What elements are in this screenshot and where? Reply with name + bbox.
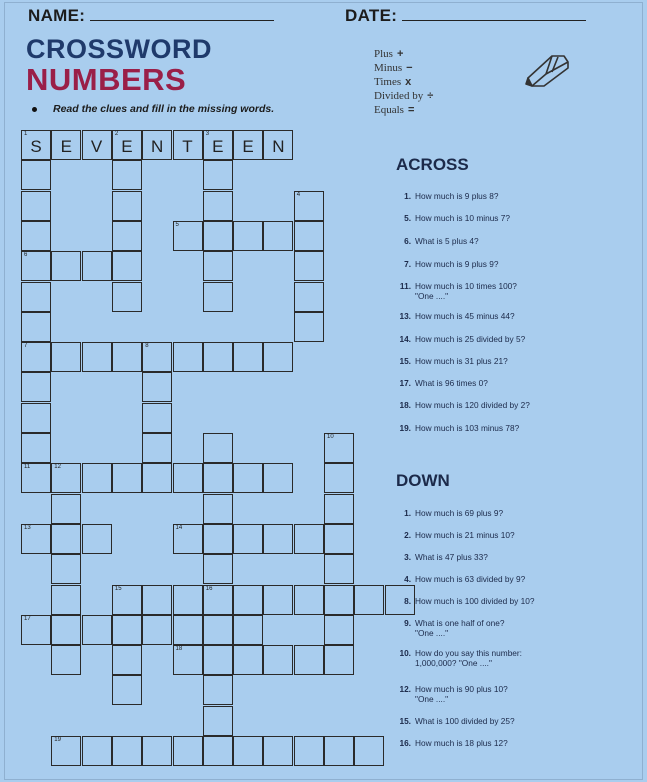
grid-cell[interactable] bbox=[21, 342, 51, 372]
clue-text: How much is 45 minus 44? bbox=[415, 311, 515, 321]
clue-number-label: 3. bbox=[404, 552, 411, 562]
grid-cell[interactable] bbox=[294, 645, 324, 675]
op-times: Times x bbox=[374, 76, 412, 88]
grid-cell[interactable] bbox=[21, 372, 51, 402]
clue-item bbox=[394, 423, 519, 433]
grid-cell[interactable] bbox=[51, 736, 81, 766]
grid-cell[interactable] bbox=[112, 282, 142, 312]
clue-number: 8 bbox=[145, 343, 149, 350]
grid-cell[interactable] bbox=[112, 342, 142, 372]
grid-cell[interactable] bbox=[294, 251, 324, 281]
grid-cell[interactable] bbox=[233, 221, 263, 251]
grid-cell[interactable] bbox=[203, 524, 233, 554]
grid-cell[interactable] bbox=[51, 342, 81, 372]
grid-cell[interactable] bbox=[263, 524, 293, 554]
clue-text: How much is 90 plus 10? bbox=[415, 684, 508, 694]
grid-cell[interactable] bbox=[294, 282, 324, 312]
date-label: DATE: bbox=[345, 6, 398, 25]
grid-cell[interactable] bbox=[112, 736, 142, 766]
clue-text: How much is 9 plus 8? bbox=[415, 191, 499, 201]
clue-text: How much is 69 plus 9? bbox=[415, 508, 504, 518]
clue-text-continued: "One ...." bbox=[415, 628, 449, 638]
clue-number-label: 9. bbox=[404, 618, 411, 628]
clue-number: 17 bbox=[24, 615, 31, 622]
clue-text: How much is 9 plus 9? bbox=[415, 259, 499, 269]
grid-cell[interactable] bbox=[51, 645, 81, 675]
grid-cell[interactable] bbox=[324, 554, 354, 584]
clue-item bbox=[394, 400, 530, 410]
clue-number-label: 6. bbox=[404, 236, 411, 246]
clue-number: 2 bbox=[114, 131, 119, 137]
grid-cell[interactable] bbox=[21, 282, 51, 312]
clue-text: How much is 25 divided by 5? bbox=[415, 334, 526, 344]
grid-cell[interactable] bbox=[203, 615, 233, 645]
clue-item bbox=[394, 236, 479, 246]
grid-cell[interactable] bbox=[263, 130, 293, 160]
clue-item bbox=[394, 530, 515, 540]
clue-text: What is 47 plus 33? bbox=[415, 552, 488, 562]
filled-letter: N bbox=[272, 137, 285, 156]
clue-text: What is one half of one? bbox=[415, 618, 505, 628]
grid-cell[interactable] bbox=[112, 160, 142, 190]
grid-cell[interactable] bbox=[112, 251, 142, 281]
clue-text-continued: "One ...." bbox=[415, 291, 449, 301]
clue-item bbox=[394, 648, 522, 668]
down-heading: DOWN bbox=[396, 471, 450, 490]
grid-cell[interactable] bbox=[21, 130, 51, 160]
grid-cell[interactable] bbox=[21, 221, 51, 251]
grid-cell[interactable] bbox=[324, 585, 354, 615]
clue-text: How much is 63 divided by 9? bbox=[415, 574, 526, 584]
clue-number: 13 bbox=[24, 524, 31, 531]
grid-cell[interactable] bbox=[173, 342, 203, 372]
clue-item bbox=[394, 738, 508, 748]
grid-cell[interactable] bbox=[51, 585, 81, 615]
grid-cell[interactable] bbox=[263, 585, 293, 615]
grid-cell[interactable] bbox=[21, 191, 51, 221]
grid-cell[interactable] bbox=[324, 433, 354, 463]
grid-cell[interactable] bbox=[233, 645, 263, 675]
filled-letter: E bbox=[212, 137, 224, 156]
grid-cell[interactable] bbox=[142, 433, 172, 463]
clue-number-label: 19. bbox=[399, 423, 411, 433]
clue-text: How much is 100 divided by 10? bbox=[415, 596, 535, 606]
clue-text: How much is 103 minus 78? bbox=[415, 423, 520, 433]
filled-letter: S bbox=[30, 137, 42, 156]
grid-cell[interactable] bbox=[142, 615, 172, 645]
title-crossword: CROSSWORD bbox=[26, 34, 212, 64]
grid-cell[interactable] bbox=[112, 463, 142, 493]
grid-cell[interactable] bbox=[203, 645, 233, 675]
grid-cell[interactable] bbox=[112, 615, 142, 645]
clue-number-label: 1. bbox=[404, 191, 411, 201]
grid-cell[interactable] bbox=[263, 463, 293, 493]
grid-cell[interactable] bbox=[324, 645, 354, 675]
grid-cell[interactable] bbox=[142, 372, 172, 402]
clue-text: What is 96 times 0? bbox=[415, 378, 488, 388]
clue-text: How do you say this number: bbox=[415, 648, 522, 658]
clue-item bbox=[394, 281, 517, 301]
grid-cell[interactable] bbox=[233, 130, 263, 160]
clue-text: How much is 21 minus 10? bbox=[415, 530, 515, 540]
name-label: NAME: bbox=[28, 6, 86, 25]
grid-cell[interactable] bbox=[203, 675, 233, 705]
grid-cell[interactable] bbox=[233, 524, 263, 554]
clue-item bbox=[394, 191, 498, 201]
grid-cell[interactable] bbox=[173, 615, 203, 645]
instruction-text: Read the clues and fill in the missing words. bbox=[53, 103, 275, 115]
grid-cell[interactable] bbox=[173, 736, 203, 766]
grid-cell[interactable] bbox=[21, 160, 51, 190]
grid-cell[interactable] bbox=[82, 463, 112, 493]
grid-cell[interactable] bbox=[263, 342, 293, 372]
clue-number: 14 bbox=[175, 524, 183, 531]
grid-cell[interactable] bbox=[173, 130, 203, 160]
grid-cell[interactable] bbox=[173, 463, 203, 493]
grid-cell[interactable] bbox=[82, 251, 112, 281]
grid-cell[interactable] bbox=[112, 191, 142, 221]
grid-cell[interactable] bbox=[233, 736, 263, 766]
grid-cell[interactable] bbox=[82, 342, 112, 372]
grid-cell[interactable] bbox=[233, 463, 263, 493]
across-heading: ACROSS bbox=[396, 155, 469, 174]
grid-cell[interactable] bbox=[354, 585, 384, 615]
grid-cell[interactable] bbox=[203, 585, 233, 615]
grid-cell[interactable] bbox=[112, 585, 142, 615]
grid-cell[interactable] bbox=[203, 191, 233, 221]
grid-cell[interactable] bbox=[203, 494, 233, 524]
clue-number-label: 10. bbox=[399, 648, 411, 658]
clue-item bbox=[394, 618, 504, 638]
grid-cell[interactable] bbox=[203, 342, 233, 372]
grid-cell[interactable] bbox=[173, 585, 203, 615]
grid-cell[interactable] bbox=[51, 494, 81, 524]
clue-text: How much is 10 minus 7? bbox=[415, 213, 510, 223]
grid-cell[interactable] bbox=[21, 524, 51, 554]
clue-number-label: 4. bbox=[404, 574, 411, 584]
grid-cell[interactable] bbox=[324, 736, 354, 766]
clue-number: 3 bbox=[205, 131, 210, 137]
grid-cell[interactable] bbox=[142, 342, 172, 372]
clue-item bbox=[394, 356, 508, 366]
grid-cell[interactable] bbox=[294, 585, 324, 615]
grid-cell[interactable] bbox=[203, 706, 233, 736]
grid-cell[interactable] bbox=[233, 342, 263, 372]
grid-cell[interactable] bbox=[142, 463, 172, 493]
grid-cell[interactable] bbox=[203, 251, 233, 281]
op-minus: Minus − bbox=[374, 62, 413, 74]
filled-letter: E bbox=[121, 137, 133, 156]
filled-letter: N bbox=[151, 137, 164, 156]
clue-item bbox=[394, 259, 498, 269]
grid-cell[interactable] bbox=[112, 221, 142, 251]
clue-number-label: 17. bbox=[399, 378, 411, 388]
grid-cell[interactable] bbox=[203, 160, 233, 190]
clue-number-label: 2. bbox=[404, 530, 411, 540]
clue-number-label: 18. bbox=[399, 400, 411, 410]
grid-cell[interactable] bbox=[142, 403, 172, 433]
clue-number-label: 11. bbox=[399, 281, 411, 291]
clue-number-label: 1. bbox=[404, 508, 411, 518]
grid-cell[interactable] bbox=[51, 554, 81, 584]
grid-cell[interactable] bbox=[203, 463, 233, 493]
grid-cell[interactable] bbox=[203, 221, 233, 251]
title-numbers: NUMBERS bbox=[26, 62, 187, 97]
grid-cell[interactable] bbox=[203, 433, 233, 463]
grid-cell[interactable] bbox=[294, 524, 324, 554]
clue-number: 19 bbox=[54, 737, 61, 743]
grid-cell[interactable] bbox=[173, 645, 203, 675]
clue-item bbox=[394, 684, 508, 704]
clue-number: 16 bbox=[205, 585, 213, 592]
clue-text: What is 100 divided by 25? bbox=[415, 716, 515, 726]
grid-cell[interactable] bbox=[173, 524, 203, 554]
grid-cell[interactable] bbox=[51, 251, 81, 281]
grid-cell[interactable] bbox=[263, 645, 293, 675]
grid-cell[interactable] bbox=[82, 615, 112, 645]
clue-item bbox=[394, 596, 534, 606]
clue-number-label: 16. bbox=[399, 738, 411, 748]
clue-number: 18 bbox=[175, 646, 183, 653]
grid-cell[interactable] bbox=[173, 221, 203, 251]
clue-number: 6 bbox=[24, 252, 28, 259]
filled-letter: T bbox=[182, 137, 193, 156]
grid-cell[interactable] bbox=[203, 282, 233, 312]
clue-number: 15 bbox=[114, 585, 122, 592]
clue-text: What is 5 plus 4? bbox=[415, 236, 479, 246]
clue-number: 12 bbox=[54, 464, 61, 471]
clue-number-label: 15. bbox=[399, 356, 411, 366]
grid-cell[interactable] bbox=[112, 645, 142, 675]
grid-cell[interactable] bbox=[51, 524, 81, 554]
grid-cell[interactable] bbox=[112, 130, 142, 160]
grid-cell[interactable] bbox=[324, 615, 354, 645]
grid-cell[interactable] bbox=[142, 585, 172, 615]
grid-cell[interactable] bbox=[263, 736, 293, 766]
grid-cell[interactable] bbox=[21, 433, 51, 463]
clue-number: 7 bbox=[24, 343, 28, 350]
grid-cell[interactable] bbox=[294, 312, 324, 342]
clue-number: 11 bbox=[24, 464, 31, 471]
grid-cell[interactable] bbox=[21, 463, 51, 493]
grid-cell[interactable] bbox=[324, 524, 354, 554]
grid-cell[interactable] bbox=[82, 524, 112, 554]
filled-letter: E bbox=[60, 137, 72, 156]
grid-cell[interactable] bbox=[51, 463, 81, 493]
grid-cell[interactable] bbox=[294, 191, 324, 221]
grid-cell[interactable] bbox=[82, 130, 112, 160]
clue-item bbox=[394, 716, 515, 726]
grid-cell[interactable] bbox=[324, 494, 354, 524]
grid-cell[interactable] bbox=[112, 675, 142, 705]
grid-cell[interactable] bbox=[142, 736, 172, 766]
grid-cell[interactable] bbox=[142, 130, 172, 160]
grid-cell[interactable] bbox=[203, 554, 233, 584]
grid-cell[interactable] bbox=[51, 615, 81, 645]
grid-cell[interactable] bbox=[294, 221, 324, 251]
grid-cell[interactable] bbox=[82, 736, 112, 766]
clue-text: How much is 10 times 100? bbox=[415, 281, 517, 291]
clue-number: 10 bbox=[327, 434, 334, 440]
grid-cell[interactable] bbox=[21, 251, 51, 281]
grid-cell[interactable] bbox=[233, 615, 263, 645]
grid-cell[interactable] bbox=[203, 130, 233, 160]
clue-number: 4 bbox=[296, 191, 301, 198]
clue-item bbox=[394, 508, 503, 518]
clue-item bbox=[394, 552, 488, 562]
clue-text: How much is 18 plus 12? bbox=[415, 738, 508, 748]
clue-number-label: 15. bbox=[399, 716, 411, 726]
op-divided: Divided by ÷ bbox=[374, 90, 434, 102]
grid-cell[interactable] bbox=[354, 736, 384, 766]
grid-cell[interactable] bbox=[263, 221, 293, 251]
clue-number: 1 bbox=[24, 131, 28, 137]
clue-number-label: 7. bbox=[404, 259, 411, 269]
grid-cell[interactable] bbox=[203, 736, 233, 766]
clue-item bbox=[394, 311, 515, 321]
grid-cell[interactable] bbox=[294, 736, 324, 766]
grid-cell[interactable] bbox=[21, 312, 51, 342]
grid-cell[interactable] bbox=[21, 403, 51, 433]
clue-item bbox=[394, 334, 525, 344]
clue-number-label: 12. bbox=[399, 684, 411, 694]
clue-number: 5 bbox=[175, 221, 179, 228]
clue-item bbox=[394, 574, 525, 584]
grid-cell[interactable] bbox=[233, 585, 263, 615]
clue-item bbox=[394, 378, 488, 388]
grid-cell[interactable] bbox=[324, 463, 354, 493]
clue-item bbox=[394, 213, 510, 223]
clue-number-label: 5. bbox=[404, 213, 411, 223]
clue-text-continued: 1,000,000? "One ...." bbox=[415, 658, 492, 668]
op-equals: Equals = bbox=[374, 104, 415, 116]
clue-text: How much is 31 plus 21? bbox=[415, 356, 508, 366]
filled-letter: V bbox=[90, 137, 103, 156]
clue-text: How much is 120 divided by 2? bbox=[415, 400, 530, 410]
op-plus: Plus + bbox=[374, 48, 404, 60]
clue-number-label: 14. bbox=[399, 334, 411, 344]
grid-cell[interactable] bbox=[21, 615, 51, 645]
clue-number-label: 8. bbox=[404, 596, 411, 606]
grid-cell[interactable] bbox=[51, 130, 81, 160]
clue-text-continued: "One ...." bbox=[415, 694, 449, 704]
clue-number-label: 13. bbox=[399, 311, 411, 321]
filled-letter: E bbox=[242, 137, 254, 156]
